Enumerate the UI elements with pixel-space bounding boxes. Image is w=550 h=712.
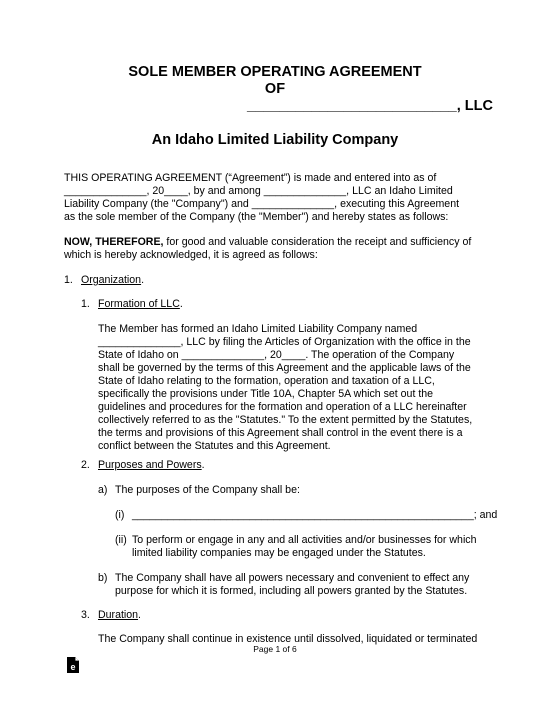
svg-text:e: e bbox=[70, 662, 76, 672]
formation-line: shall be governed by the terms of this Agreement and the applicable laws of the bbox=[98, 362, 471, 374]
document-subtitle: An Idaho Limited Liability Company bbox=[151, 132, 399, 148]
document-title: SOLE MEMBER OPERATING AGREEMENT bbox=[128, 64, 422, 80]
section-1-3-number: 3. bbox=[81, 609, 90, 621]
item-i-label: (i) bbox=[115, 509, 125, 521]
company-name-blank: __________________________, LLC bbox=[247, 98, 493, 114]
page-number: Page 1 of 6 bbox=[253, 644, 297, 654]
item-b-line: purpose for which it is formed, including all powers granted by the Statutes. bbox=[115, 585, 468, 597]
formation-line: specifically the provisions under Title 10A, Chapter 5A which set out the bbox=[98, 388, 434, 400]
document-title-of: OF bbox=[264, 81, 286, 97]
intro-line: ______________, 20____, by and among ______________, LLC an Idaho Limited bbox=[64, 185, 453, 197]
section-1-heading: Organization. bbox=[81, 274, 145, 286]
now-therefore-line: which is hereby acknowledged, it is agreed as follows: bbox=[64, 249, 318, 261]
section-1-2-heading: Purposes and Powers. bbox=[98, 459, 205, 471]
formation-line: collectively referred to as the "Statutes." To the extent permitted by the Statutes, bbox=[98, 414, 473, 426]
item-ii-line: limited liability companies may be engaged under the Statutes. bbox=[132, 547, 426, 559]
formation-line: State of Idaho on ______________, 20____. The operation of the Company bbox=[98, 349, 455, 361]
item-ii-line: To perform or engage in any and all activities and/or businesses for which bbox=[132, 534, 477, 546]
formation-line: The Member has formed an Idaho Limited Liability Company named bbox=[98, 323, 418, 335]
item-ii-label: (ii) bbox=[115, 534, 127, 546]
section-1-number: 1. bbox=[64, 274, 73, 286]
duration-text: The Company shall continue in existence until dissolved, liquidated or terminated bbox=[98, 633, 478, 645]
formation-line: guidelines and procedures for the formation and operation of a LLC hereinafter bbox=[98, 401, 467, 413]
document-e-icon bbox=[66, 656, 80, 674]
now-therefore-bold: NOW, THEREFORE, bbox=[64, 236, 164, 248]
now-therefore-rest: for good and valuable consideration the receipt and sufficiency of bbox=[163, 236, 472, 248]
item-i-text: __________________________________________________________; and bbox=[132, 509, 498, 521]
formation-line: State of Idaho relating to the formation, operation and taxation of a LLC, bbox=[98, 375, 435, 387]
intro-line: THIS OPERATING AGREEMENT (“Agreement”) is made and entered into as of bbox=[64, 172, 437, 184]
now-therefore-line bbox=[64, 236, 471, 248]
formation-line: conflict between the Statutes and this Agreement. bbox=[98, 440, 331, 452]
item-a-text: The purposes of the Company shall be: bbox=[115, 484, 300, 496]
intro-line: as the sole member of the Company (the "Member") and hereby states as follows: bbox=[64, 211, 449, 223]
section-1-3-heading: Duration. bbox=[98, 609, 141, 621]
item-b-label: b) bbox=[98, 572, 108, 584]
item-a-label: a) bbox=[98, 484, 108, 496]
intro-line: Liability Company (the "Company") and ______________, executing this Agreement bbox=[64, 198, 460, 210]
formation-line: ______________, LLC by filing the Articles of Organization with the office in the bbox=[98, 336, 471, 348]
section-1-1-heading: Formation of LLC. bbox=[98, 298, 183, 310]
item-b-line: The Company shall have all powers necessary and convenient to effect any bbox=[115, 572, 470, 584]
formation-line: the terms and provisions of this Agreement shall control in the event there is a bbox=[98, 427, 463, 439]
section-1-2-number: 2. bbox=[81, 459, 90, 471]
section-1-1-number: 1. bbox=[81, 298, 90, 310]
